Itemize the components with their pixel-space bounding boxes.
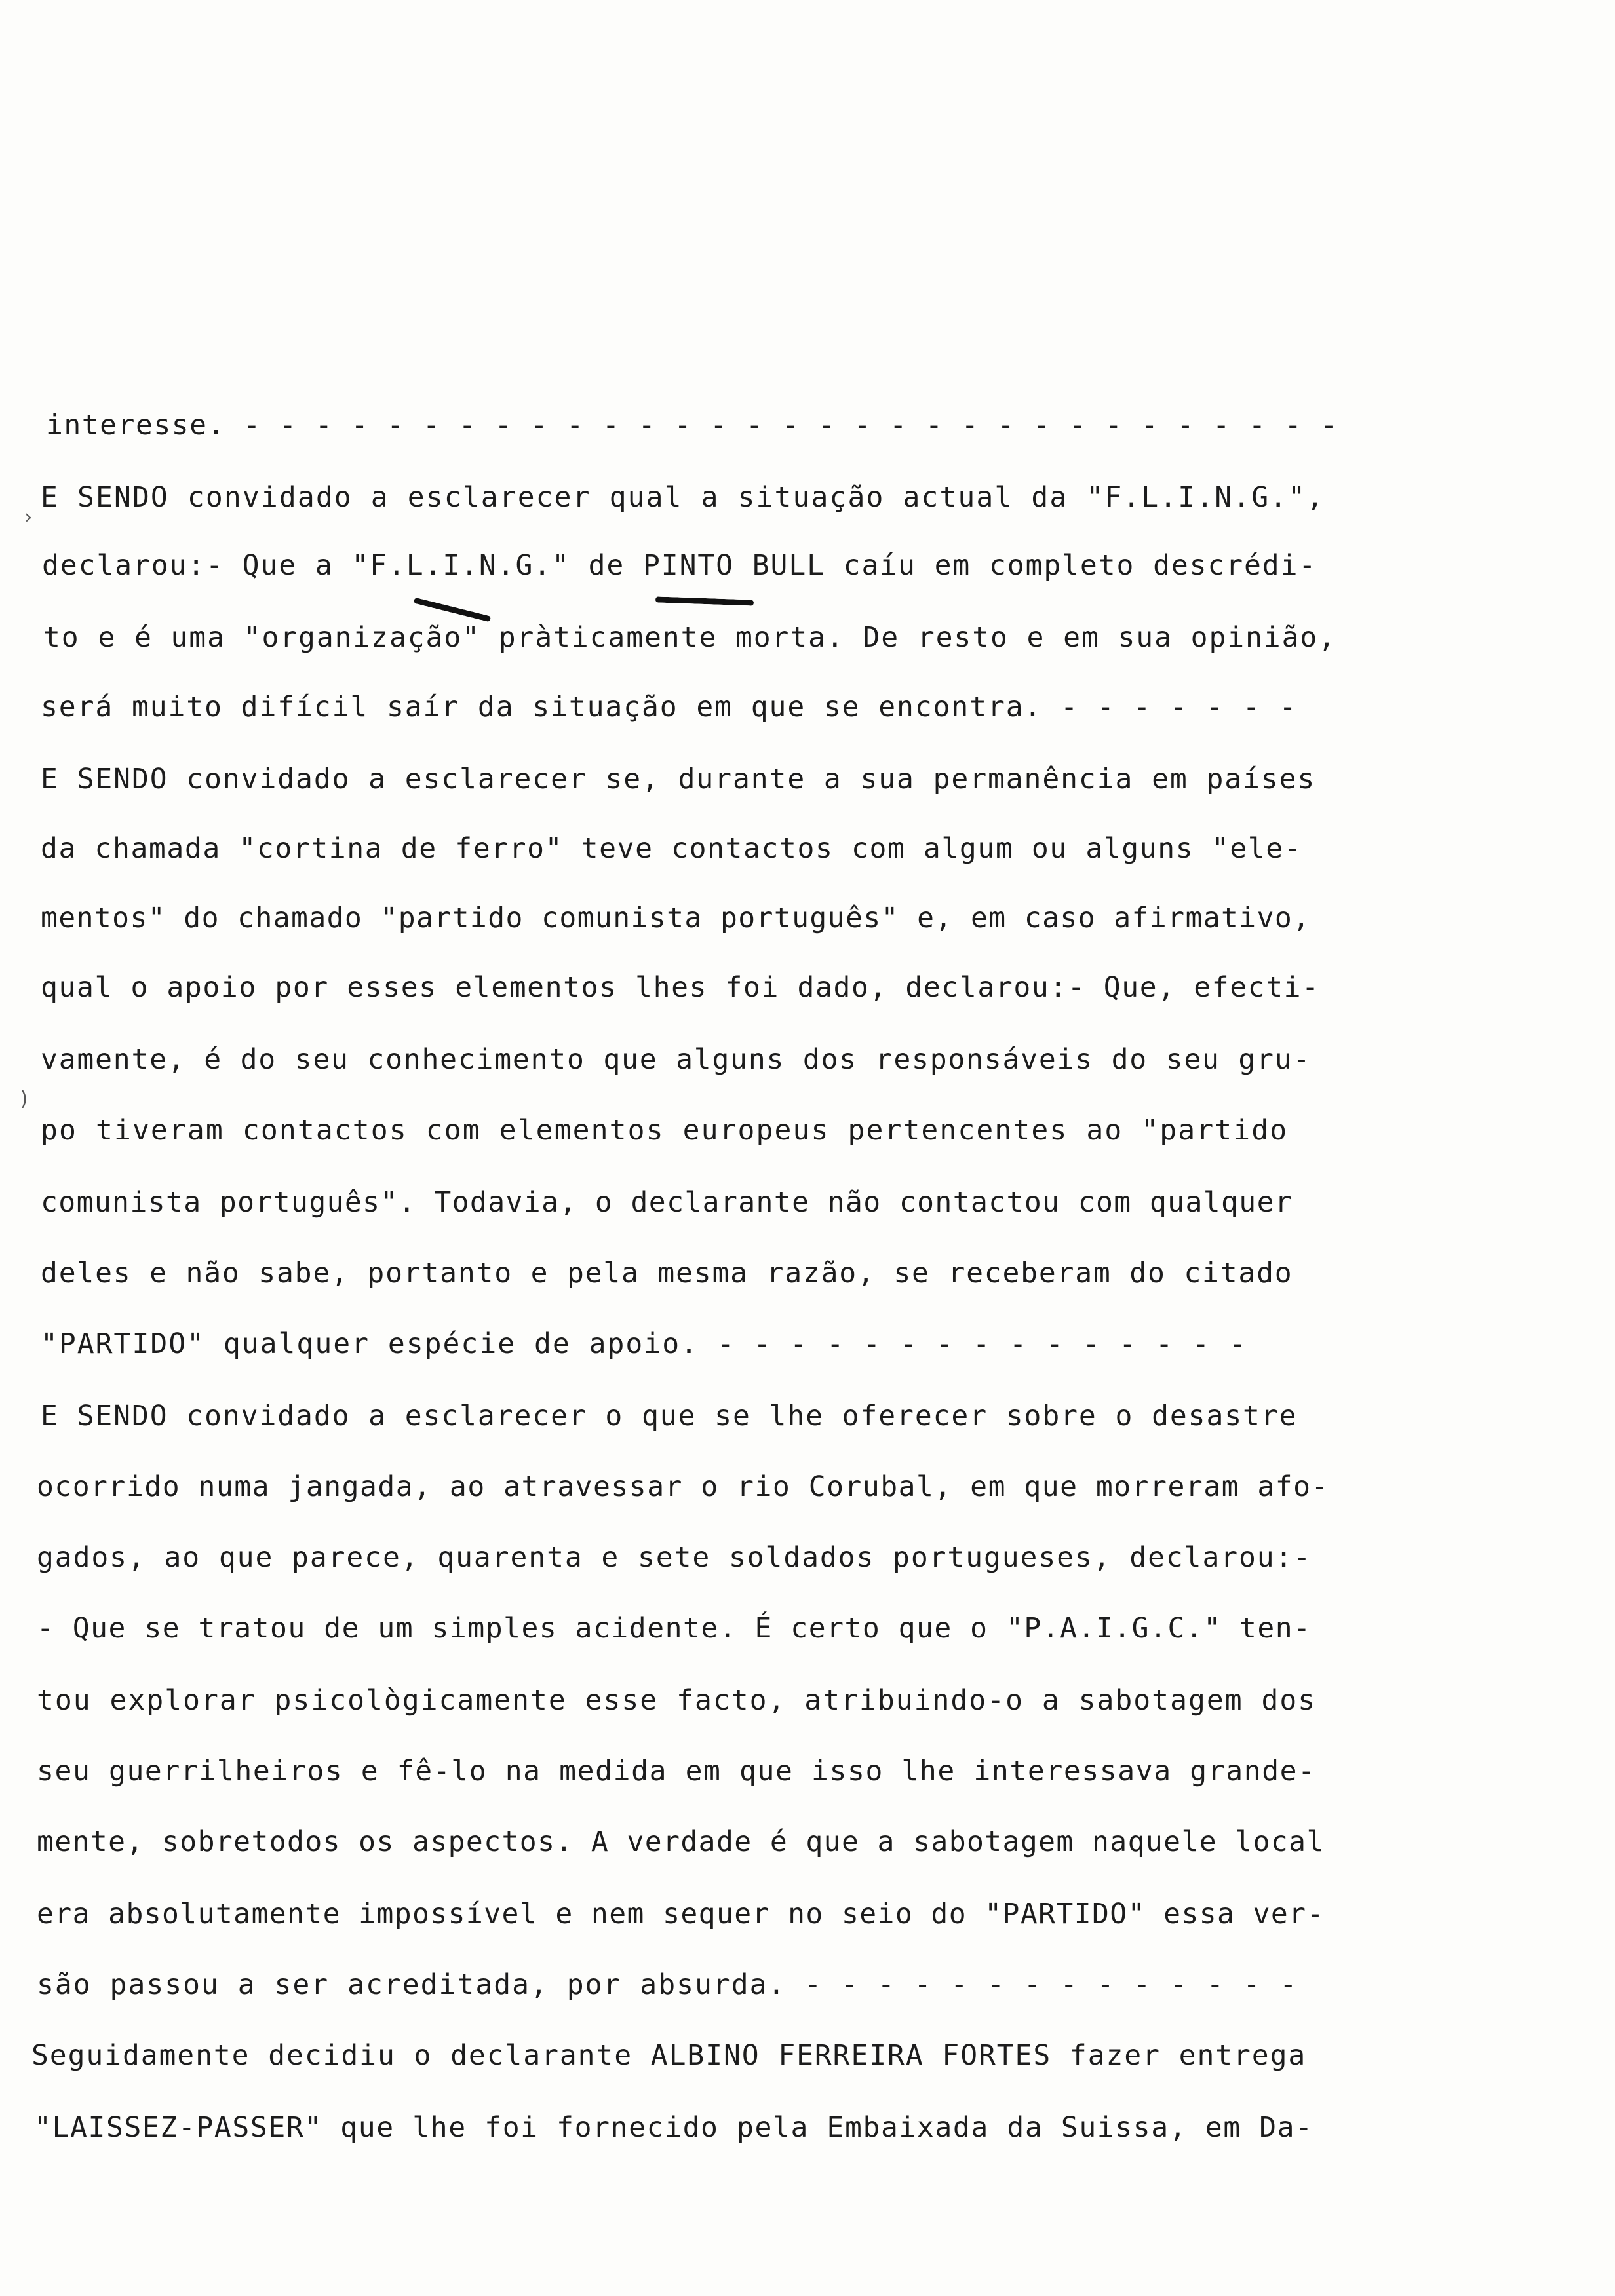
text-line-23: são passou a ser acreditada, por absurda. - - - - - - - - - - - - - - (37, 1968, 1298, 2001)
text-line-12: comunista português". Todavia, o declarante não contactou com qualquer (41, 1186, 1293, 1219)
text-line-10: vamente, é do seu conhecimento que alguns dos responsáveis do seu gru- (41, 1043, 1312, 1076)
text-line-6: E SENDO convidado a esclarecer se, durante a sua permanência em países (41, 763, 1316, 795)
text-line-18: - Que se tratou de um simples acidente. É certo que o "P.A.I.G.C." ten- (37, 1612, 1312, 1645)
text-line-13: deles e não sabe, portanto e pela mesma razão, se receberam do citado (41, 1257, 1293, 1290)
text-line-22: era absolutamente impossível e nem sequer no seio do "PARTIDO" essa ver- (37, 1898, 1325, 1930)
text-line-25: "LAISSEZ-PASSER" que lhe foi fornecido pela Embaixada da Suissa, em Da- (34, 2111, 1313, 2144)
handwritten-underline-pinto-bull (655, 596, 754, 605)
text-line-19: tou explorar psicològicamente esse facto, atribuindo-o a sabotagem dos (37, 1684, 1317, 1717)
text-line-24: Seguidamente decidiu o declarante ALBINO FERREIRA FORTES fazer entrega (31, 2039, 1307, 2072)
text-line-2: E SENDO convidado a esclarecer qual a situação actual da "F.L.I.N.G.", (41, 481, 1325, 514)
text-line-9: qual o apoio por esses elementos lhes foi dado, declarou:- Que, efecti- (41, 971, 1320, 1004)
margin-mark: › (22, 506, 35, 529)
text-line-8: mentos" do chamado "partido comunista português" e, em caso afirmativo, (41, 902, 1311, 934)
text-line-21: mente, sobretodos os aspectos. A verdade é que a sabotagem naquele local (37, 1826, 1325, 1858)
text-line-11: po tiveram contactos com elementos europeus pertencentes ao "partido (41, 1114, 1289, 1147)
text-line-4: to e é uma "organização" pràticamente morta. De resto e em sua opinião, (43, 621, 1336, 654)
margin-mark: ) (18, 1088, 31, 1111)
text-line-20: seu guerrilheiros e fê-lo na medida em que isso lhe interessava grande- (37, 1755, 1316, 1788)
text-line-5: será muito difícil saír da situação em que se encontra. - - - - - - - (41, 691, 1298, 723)
text-line-17: gados, ao que parece, quarenta e sete soldados portugueses, declarou:- (37, 1541, 1312, 1574)
text-line-7: da chamada "cortina de ferro" teve contactos com algum ou alguns "ele- (41, 832, 1302, 865)
text-line-14: "PARTIDO" qualquer espécie de apoio. - - - - - - - - - - - - - - - (41, 1328, 1247, 1360)
text-line-15: E SENDO convidado a esclarecer o que se lhe oferecer sobre o desastre (41, 1400, 1298, 1432)
text-line-16: ocorrido numa jangada, ao atravessar o rio Corubal, em que morreram afo- (37, 1470, 1329, 1503)
handwritten-underline-fling (414, 598, 492, 622)
text-line-3: declarou:- Que a "F.L.I.N.G." de PINTO BULL caíu em completo descrédi- (42, 549, 1317, 582)
text-line-1: interesse. - - - - - - - - - - - - - - - - - - - - - - - - - - - - - - - (46, 409, 1338, 442)
